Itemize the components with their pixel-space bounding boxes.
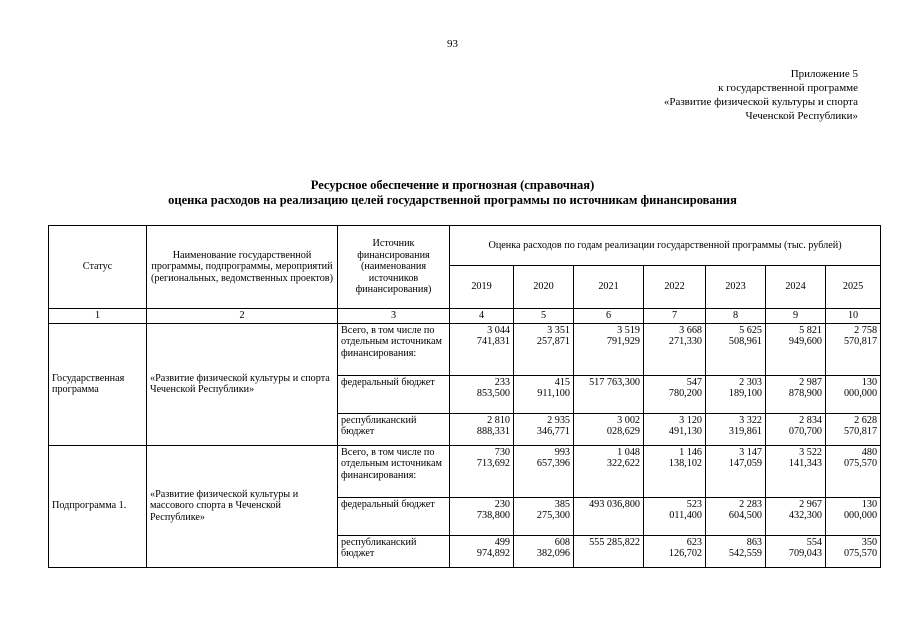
column-number: 7 xyxy=(644,309,706,324)
amount-part: 570,817 xyxy=(843,336,878,347)
appendix-line: Приложение 5 xyxy=(790,68,858,80)
amount-part: 138,102 xyxy=(668,458,702,469)
funding-source-cell: Всего, в том числе по отдельным источникам финансирования: xyxy=(338,445,450,497)
amount-part: 555 285,822 xyxy=(589,536,640,548)
amount-part: 608 xyxy=(554,536,570,548)
amount-cell xyxy=(574,497,644,535)
amount-part: 3 522 xyxy=(799,446,822,458)
amount-part: 974,892 xyxy=(476,548,510,559)
header-name: Наименование государственной программы, подпрограммы, мероприятий (региональных, ведомственных проектов) xyxy=(147,226,338,309)
column-number: 1 xyxy=(49,309,147,324)
amount-cell xyxy=(706,445,766,497)
amount-part: 075,570 xyxy=(843,458,878,469)
amount-part: 000,000 xyxy=(843,388,878,399)
header-estimate: Оценка расходов по годам реализации государственной программы (тыс. рублей) xyxy=(450,226,881,266)
amount-part: 2 303 xyxy=(739,376,762,388)
amount-part: 385 xyxy=(554,498,570,510)
amount-cell xyxy=(826,535,881,567)
amount-part: 508,961 xyxy=(728,336,762,347)
amount-cell xyxy=(450,497,514,535)
header-row xyxy=(49,226,881,266)
appendix-line: к государственной программе xyxy=(718,82,858,94)
amount-part: 130 xyxy=(861,376,878,388)
page-number: 93 xyxy=(447,38,458,50)
amount-part: 3 002 xyxy=(617,414,640,426)
amount-part: 623 xyxy=(686,536,702,548)
amount-cell xyxy=(766,323,826,375)
amount-part: 604,500 xyxy=(728,510,762,521)
amount-part: 271,330 xyxy=(668,336,702,347)
appendix-line: Чеченской Республики» xyxy=(745,110,858,122)
amount-cell xyxy=(766,497,826,535)
amount-part: 5 821 xyxy=(799,324,822,336)
amount-cell xyxy=(826,497,881,535)
amount-part: 233 xyxy=(494,376,510,388)
column-number: 9 xyxy=(766,309,826,324)
amount-part: 075,570 xyxy=(843,548,878,559)
amount-cell xyxy=(766,445,826,497)
amount-part: 2 935 xyxy=(547,414,570,426)
amount-part: 493 036,800 xyxy=(589,498,640,510)
amount-cell xyxy=(706,497,766,535)
amount-part: 780,200 xyxy=(668,388,702,399)
funding-source-cell: республиканский бюджет xyxy=(338,535,450,567)
funding-source-cell: федеральный бюджет xyxy=(338,497,450,535)
amount-part: 657,396 xyxy=(536,458,570,469)
header-year: 2019 xyxy=(450,266,514,309)
amount-part: 3 351 xyxy=(547,324,570,336)
amount-part: 2 628 xyxy=(854,414,878,426)
amount-part: 542,559 xyxy=(728,548,762,559)
amount-part: 911,100 xyxy=(537,388,570,399)
amount-part: 2 810 xyxy=(487,414,510,426)
amount-part: 350 xyxy=(861,536,878,548)
amount-part: 322,622 xyxy=(606,458,640,469)
amount-part: 147,059 xyxy=(728,458,762,469)
amount-part: 2 834 xyxy=(799,414,822,426)
amount-cell xyxy=(644,323,706,375)
amount-cell xyxy=(644,375,706,413)
amount-part: 2 987 xyxy=(799,376,822,388)
amount-part: 499 xyxy=(494,536,510,548)
amount-cell xyxy=(706,413,766,445)
amount-part: 415 xyxy=(554,376,570,388)
amount-part: 126,702 xyxy=(668,548,702,559)
budget-table xyxy=(48,225,881,568)
appendix-line: «Развитие физической культуры и спорта xyxy=(663,96,858,108)
amount-cell xyxy=(706,375,766,413)
header-year: 2025 xyxy=(826,266,881,309)
funding-source-cell: Всего, в том числе по отдельным источникам финансирования: xyxy=(338,323,450,375)
amount-cell xyxy=(766,413,826,445)
amount-part: 3 519 xyxy=(617,324,640,336)
amount-cell xyxy=(644,497,706,535)
amount-part: 993 xyxy=(554,446,570,458)
amount-cell xyxy=(574,413,644,445)
amount-cell xyxy=(644,413,706,445)
amount-part: 3 668 xyxy=(679,324,702,336)
header-year: 2024 xyxy=(766,266,826,309)
column-number-row xyxy=(49,309,881,324)
column-number: 10 xyxy=(826,309,881,324)
amount-cell xyxy=(706,535,766,567)
amount-cell xyxy=(826,375,881,413)
amount-part: 130 xyxy=(861,498,878,510)
program-name-cell: «Развитие физической культуры и массового спорта в Чеченской Республике» xyxy=(147,445,338,567)
header-source: Источник финансирования (наименования источников финансирования) xyxy=(338,226,450,309)
amount-part: 853,500 xyxy=(476,388,510,399)
amount-part: 517 763,300 xyxy=(589,376,640,388)
amount-part: 2 758 xyxy=(854,324,878,336)
column-number: 4 xyxy=(450,309,514,324)
document-title xyxy=(0,178,905,208)
funding-source-cell: федеральный бюджет xyxy=(338,375,450,413)
program-name-cell: «Развитие физической культуры и спорта Чеченской Республики» xyxy=(147,323,338,445)
header-status: Статус xyxy=(49,226,147,309)
status-cell: Государственная программа xyxy=(49,323,147,445)
amount-cell xyxy=(766,535,826,567)
table-row xyxy=(49,323,881,375)
amount-cell xyxy=(450,535,514,567)
amount-part: 791,929 xyxy=(606,336,640,347)
column-number: 5 xyxy=(514,309,574,324)
table-row xyxy=(49,445,881,497)
amount-part: 257,871 xyxy=(536,336,570,347)
header-year: 2022 xyxy=(644,266,706,309)
amount-part: 1 146 xyxy=(679,446,702,458)
amount-cell xyxy=(826,445,881,497)
amount-part: 432,300 xyxy=(788,510,822,521)
funding-source-cell: республиканский бюджет xyxy=(338,413,450,445)
amount-part: 570,817 xyxy=(843,426,878,437)
amount-cell xyxy=(514,497,574,535)
amount-cell xyxy=(450,323,514,375)
header-year: 2021 xyxy=(574,266,644,309)
amount-part: 713,692 xyxy=(476,458,510,469)
title-line-2: оценка расходов на реализацию целей государственной программы по источникам финансирования xyxy=(168,193,737,207)
amount-cell xyxy=(514,535,574,567)
column-number: 3 xyxy=(338,309,450,324)
amount-cell xyxy=(826,323,881,375)
amount-part: 1 048 xyxy=(617,446,640,458)
amount-part: 547 xyxy=(686,376,702,388)
amount-cell xyxy=(574,375,644,413)
header-year: 2020 xyxy=(514,266,574,309)
amount-part: 888,331 xyxy=(476,426,510,437)
amount-part: 011,400 xyxy=(669,510,702,521)
amount-part: 319,861 xyxy=(728,426,762,437)
amount-cell xyxy=(826,413,881,445)
appendix-note xyxy=(664,67,858,123)
column-number: 2 xyxy=(147,309,338,324)
amount-part: 863 xyxy=(746,536,762,548)
amount-part: 523 xyxy=(686,498,702,510)
amount-part: 491,130 xyxy=(668,426,702,437)
amount-part: 000,000 xyxy=(843,510,878,521)
amount-part: 3 044 xyxy=(487,324,510,336)
amount-part: 738,800 xyxy=(476,510,510,521)
amount-part: 070,700 xyxy=(788,426,822,437)
amount-part: 949,600 xyxy=(788,336,822,347)
amount-part: 554 xyxy=(806,536,822,548)
amount-part: 2 967 xyxy=(799,498,822,510)
amount-part: 709,043 xyxy=(788,548,822,559)
amount-part: 3 147 xyxy=(739,446,762,458)
amount-cell xyxy=(644,445,706,497)
amount-part: 275,300 xyxy=(536,510,570,521)
amount-part: 3 322 xyxy=(739,414,762,426)
amount-part: 189,100 xyxy=(728,388,762,399)
amount-cell xyxy=(574,323,644,375)
amount-cell xyxy=(450,375,514,413)
amount-part: 346,771 xyxy=(536,426,570,437)
title-line-1: Ресурсное обеспечение и прогнозная (справочная) xyxy=(310,178,595,192)
column-number: 6 xyxy=(574,309,644,324)
amount-cell xyxy=(514,413,574,445)
amount-cell xyxy=(514,323,574,375)
amount-part: 5 625 xyxy=(739,324,762,336)
amount-part: 141,343 xyxy=(788,458,822,469)
amount-part: 480 xyxy=(861,446,878,458)
amount-cell xyxy=(450,445,514,497)
amount-cell xyxy=(574,535,644,567)
amount-part: 3 120 xyxy=(679,414,702,426)
status-cell: Подпрограмма 1. xyxy=(49,445,147,567)
amount-part: 028,629 xyxy=(606,426,640,437)
header-year: 2023 xyxy=(706,266,766,309)
amount-cell xyxy=(644,535,706,567)
amount-cell xyxy=(450,413,514,445)
amount-part: 741,831 xyxy=(476,336,510,347)
amount-part: 730 xyxy=(494,446,510,458)
amount-cell xyxy=(514,375,574,413)
amount-part: 878,900 xyxy=(788,388,822,399)
column-number: 8 xyxy=(706,309,766,324)
amount-cell xyxy=(574,445,644,497)
amount-part: 230 xyxy=(494,498,510,510)
amount-part: 382,096 xyxy=(536,548,570,559)
amount-cell xyxy=(766,375,826,413)
amount-cell xyxy=(706,323,766,375)
amount-cell xyxy=(514,445,574,497)
amount-part: 2 283 xyxy=(739,498,762,510)
